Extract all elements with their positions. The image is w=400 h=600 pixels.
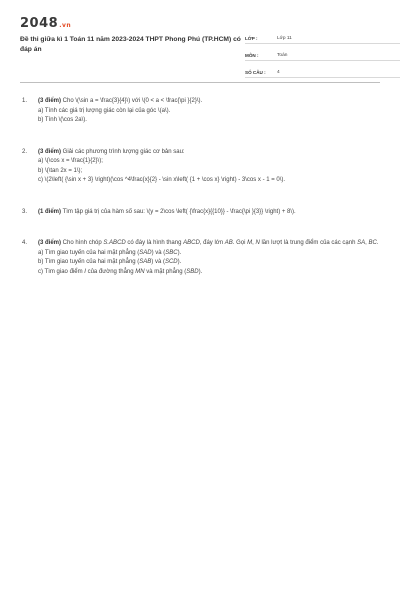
question-number: 4. [22, 240, 28, 246]
meta-value: Toán [277, 53, 288, 58]
part-text: a) Tìm giao tuyến của hai mặt phẳng ( [38, 249, 140, 256]
math-symbol: AB [224, 240, 233, 246]
site-logo[interactable] [20, 16, 71, 31]
meta-label: LỚP : [245, 36, 258, 41]
math-symbol: N [255, 240, 260, 246]
meta-value: Lớp 11 [277, 36, 292, 41]
part-text: và mặt phẳng ( [144, 268, 187, 275]
meta-row-class [245, 30, 400, 44]
math-symbol: S.ABCD [103, 240, 126, 246]
math-symbol: SAD [139, 249, 152, 256]
question-points: (3 điểm) [38, 148, 62, 155]
math-symbol: SBD [186, 268, 199, 275]
question-4 [20, 239, 380, 277]
math-symbol: MN [135, 268, 145, 275]
question-points: (3 điểm) [38, 240, 62, 246]
question-number: 3. [22, 208, 28, 215]
question-part [38, 268, 380, 278]
math-symbol: ABCD [183, 240, 200, 246]
question-part [38, 249, 380, 259]
part-text: ) và ( [151, 249, 166, 256]
question-points: (1 điểm) [38, 208, 62, 215]
part-text: b) Tìm giao tuyến của hai mặt phẳng ( [38, 259, 140, 265]
question-number: 1. [22, 98, 28, 104]
question-body [38, 239, 380, 277]
part-text: ). [198, 268, 203, 275]
question-body [38, 208, 380, 218]
stem-text: lần lượt là trung điểm của các cạnh [259, 240, 358, 246]
logo-suffix: .vn [59, 22, 72, 29]
math-symbol: BC [368, 240, 377, 246]
exam-meta [245, 30, 400, 81]
stem-text: , [252, 240, 256, 246]
stem-text: , đáy lớn [199, 240, 225, 246]
question-stem: Tìm tập giá trị của hàm số sau: \(y = 2\cos \left( {\frac{x}{{10}} - \frac{\pi }{3}} \right) + 8\). [61, 208, 296, 215]
question-1 [20, 97, 380, 126]
part-text: ) và ( [151, 259, 165, 265]
meta-label: SỐ CÂU : [245, 70, 266, 75]
question-body [38, 148, 380, 186]
question-3 [20, 208, 380, 218]
question-part: b) Tính \(\cos 2a\). [38, 117, 87, 123]
math-symbol: I [84, 268, 86, 275]
question-number: 2. [22, 148, 28, 155]
math-symbol: SAB [139, 259, 152, 265]
question-part: c) \(2\left( {\sin x + 3} \right)(\cos ^4\frac{x}{2} - \sin x\left( {1 + \cos x} \right) - 3\cos x - 1 = 0\). [38, 177, 286, 183]
meta-row-subject [245, 47, 400, 61]
part-text: c) Tìm giao điểm [38, 268, 85, 275]
math-symbol: SBC [165, 249, 178, 256]
question-2 [20, 148, 380, 186]
question-list [20, 83, 380, 277]
meta-value: 4 [277, 70, 280, 75]
stem-text: Cho hình chóp [61, 240, 104, 246]
part-text: của đường thẳng [85, 268, 136, 275]
meta-label: MÔN : [245, 53, 259, 58]
question-stem: Cho \(\sin a = \frac{3}{4}\) với \(0 < a < \frac{\pi }{2}\). [61, 98, 203, 104]
meta-row-question-count [245, 64, 400, 78]
math-symbol: SA [357, 240, 366, 246]
math-symbol: M [247, 240, 253, 246]
question-points: (3 điểm) [38, 98, 62, 104]
question-part: a) Tính các giá trị lượng giác còn lại của góc \(a\). [38, 107, 171, 114]
stem-text: . [376, 240, 379, 246]
part-text: ). [177, 259, 182, 265]
question-stem [61, 240, 378, 246]
math-symbol: SCD [164, 259, 178, 265]
question-body [38, 97, 380, 126]
part-text: ). [177, 249, 182, 256]
stem-text: . Gọi [232, 240, 248, 246]
document-title: Đề thi giữa kì 1 Toán 11 năm 2023-2024 THPT Phong Phú (TP.HCM) có đáp án [20, 36, 241, 53]
stem-text: có đáy là hình thang [125, 240, 184, 246]
logo-text: 2048 [20, 16, 59, 31]
header [20, 16, 380, 82]
stem-text: , [365, 240, 369, 246]
question-stem: Giải các phương trình lượng giác cơ bản sau: [61, 148, 185, 155]
question-part: a) \(\cos x = \frac{1}{2}\); [38, 158, 103, 164]
question-part [38, 258, 380, 268]
question-part: b) \(\tan 2x = 1\); [38, 167, 83, 174]
